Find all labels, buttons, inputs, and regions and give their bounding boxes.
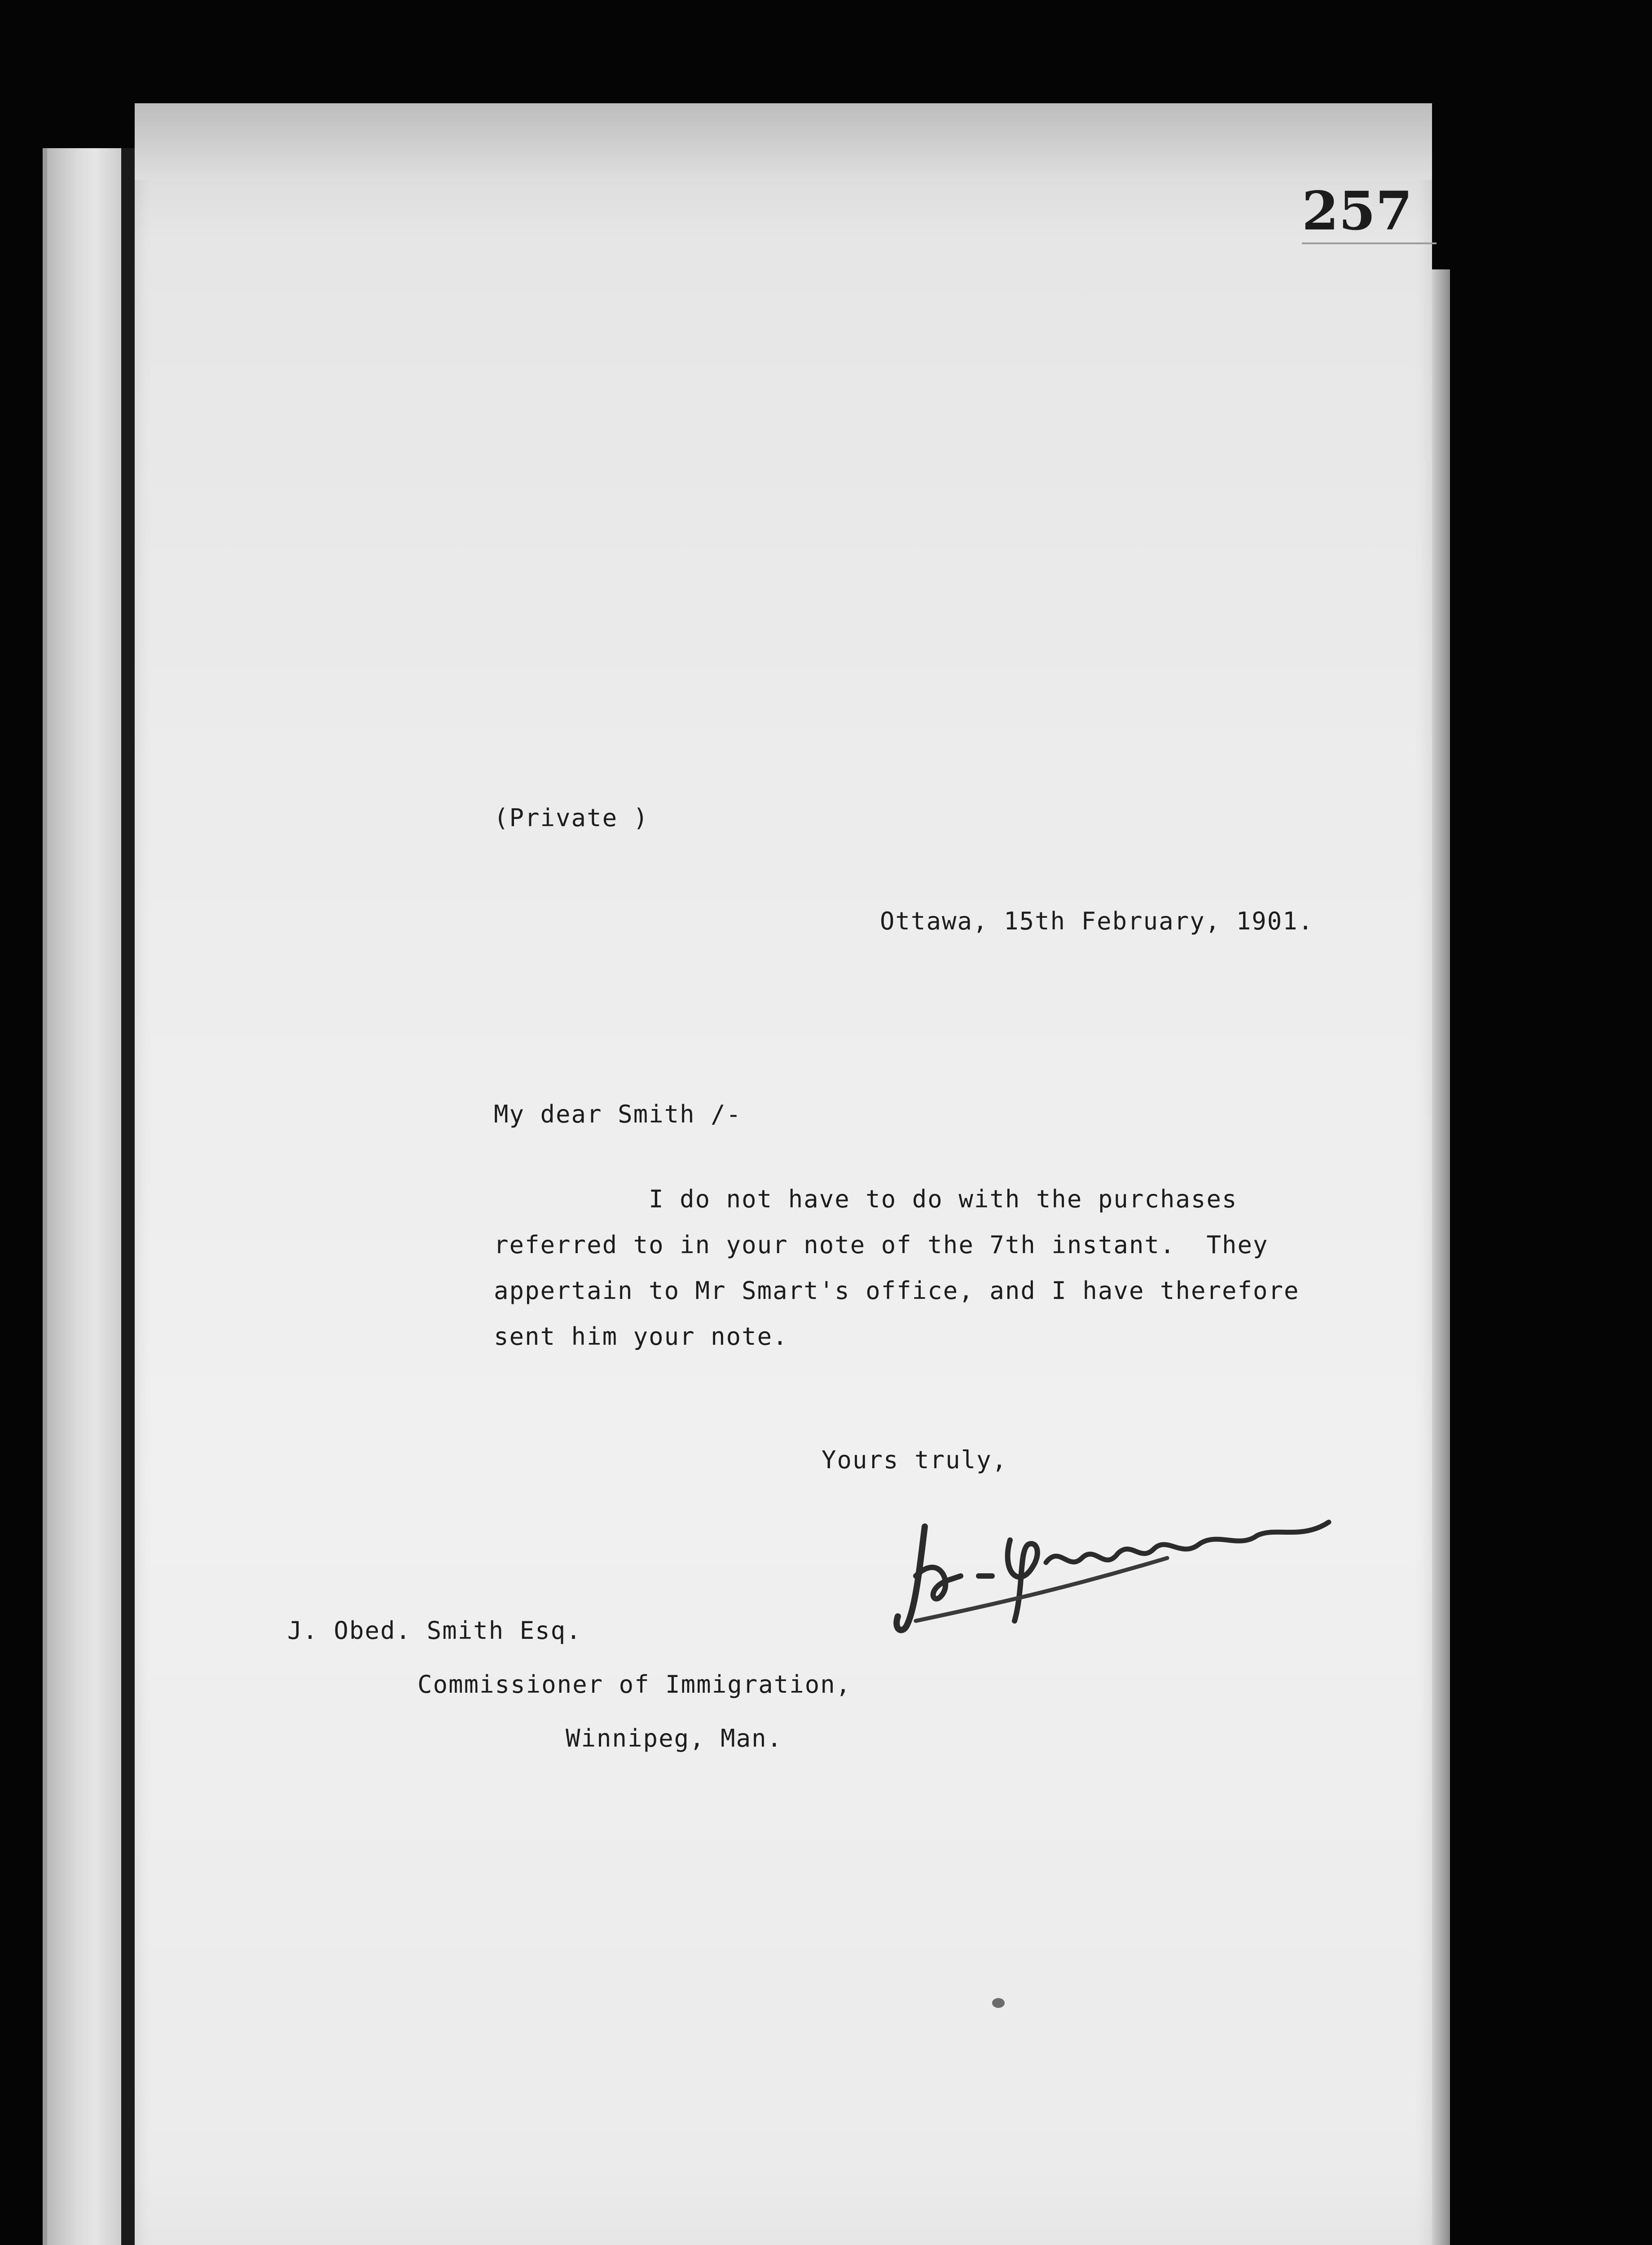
body-line: appertain to Mr Smart's office, and I have therefore [494,1277,1300,1305]
page-number: 257 [1302,180,1413,242]
ink-speck [992,1998,1005,2008]
sheet-top-fold [135,103,1432,180]
letter-body [494,1176,1300,1360]
letter-sheet [135,103,1432,2245]
body-line: I do not have to do with the purchases [494,1185,1238,1213]
sheet-right-edge [1432,269,1450,2245]
body-line: sent him your note. [494,1322,788,1351]
body-line: referred to in your note of the 7th instant. They [494,1231,1269,1259]
handwritten-signature [889,1473,1383,1643]
addressee-name: J. Obed. Smith Esq. [287,1616,582,1645]
page-number-rule [1302,242,1437,244]
dateline: Ottawa, 15th February, 1901. [880,907,1314,935]
closing: Yours truly, [822,1446,1008,1474]
privacy-note: (Private ) [494,804,649,832]
binding-spine [43,148,126,2245]
addressee-title: Commissioner of Immigration, [417,1670,852,1699]
salutation: My dear Smith /- [494,1100,742,1128]
addressee-location: Winnipeg, Man. [566,1724,783,1752]
